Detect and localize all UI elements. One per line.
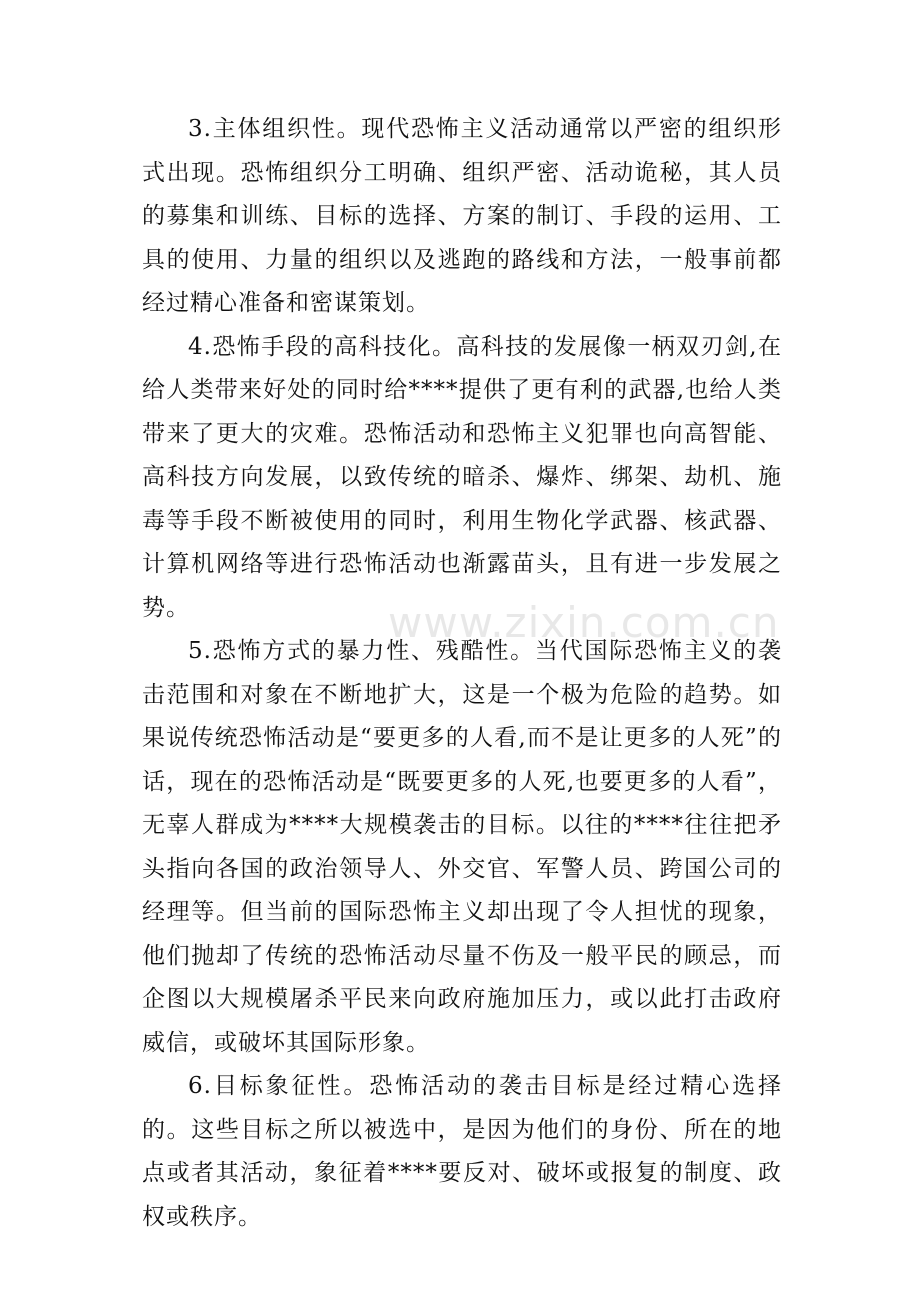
paragraph-high-tech: 4.恐怖手段的高科技化。高科技的发展像一柄双刃剑,在给人类带来好处的同时给****提供了更有利的武器,也给人类带来了更大的灾难。恐怖活动和恐怖主义犯罪也向高智能、高科技方向发展，以致传统的暗杀、爆炸、绑架、劫机、施毒等手段不断被使用的同时，利用生物化学武器、核武器、计算机网络等进行恐怖活动也渐露苗头，且有进一步发展之势。 <box>142 333 782 621</box>
document-body <box>142 108 782 1239</box>
watermark-text: www.zixin.com.cn <box>388 598 780 647</box>
paragraph-organization: 3.主体组织性。现代恐怖主义活动通常以严密的组织形式出现。恐怖组织分工明确、组织严密、活动诡秘，其人员的募集和训练、目标的选择、方案的制订、手段的运用、工具的使用、力量的组织以及逃跑的路线和方法，一般事前都经过精心准备和密谋策划。 <box>142 116 782 316</box>
paragraph-symbolic-target: 6.目标象征性。恐怖活动的袭击目标是经过精心选择的。这些目标之所以被选中，是因为他们的身份、所在的地点或者其活动，象征着****要反对、破坏或报复的制度、政权或秩序。 <box>142 1073 782 1230</box>
paragraph-violence: 5.恐怖方式的暴力性、残酷性。当代国际恐怖主义的袭击范围和对象在不断地扩大，这是一个极为危险的趋势。如果说传统恐怖活动是“要更多的人看,而不是让更多的人死”的话，现在的恐怖活动是“既要更多的人死,也要更多的人看”，无辜人群成为****大规模袭击的目标。以往的****往往把矛头指向各国的政治领导人、外交官、军警人员、跨国公司的经理等。但当前的国际恐怖主义却出现了令人担忧的现象，他们抛却了传统的恐怖活动尽量不伤及一般平民的顾忌，而企图以大规模屠杀平民来向政府施加压力，或以此打击政府威信，或破坏其国际形象。 <box>142 638 782 1056</box>
